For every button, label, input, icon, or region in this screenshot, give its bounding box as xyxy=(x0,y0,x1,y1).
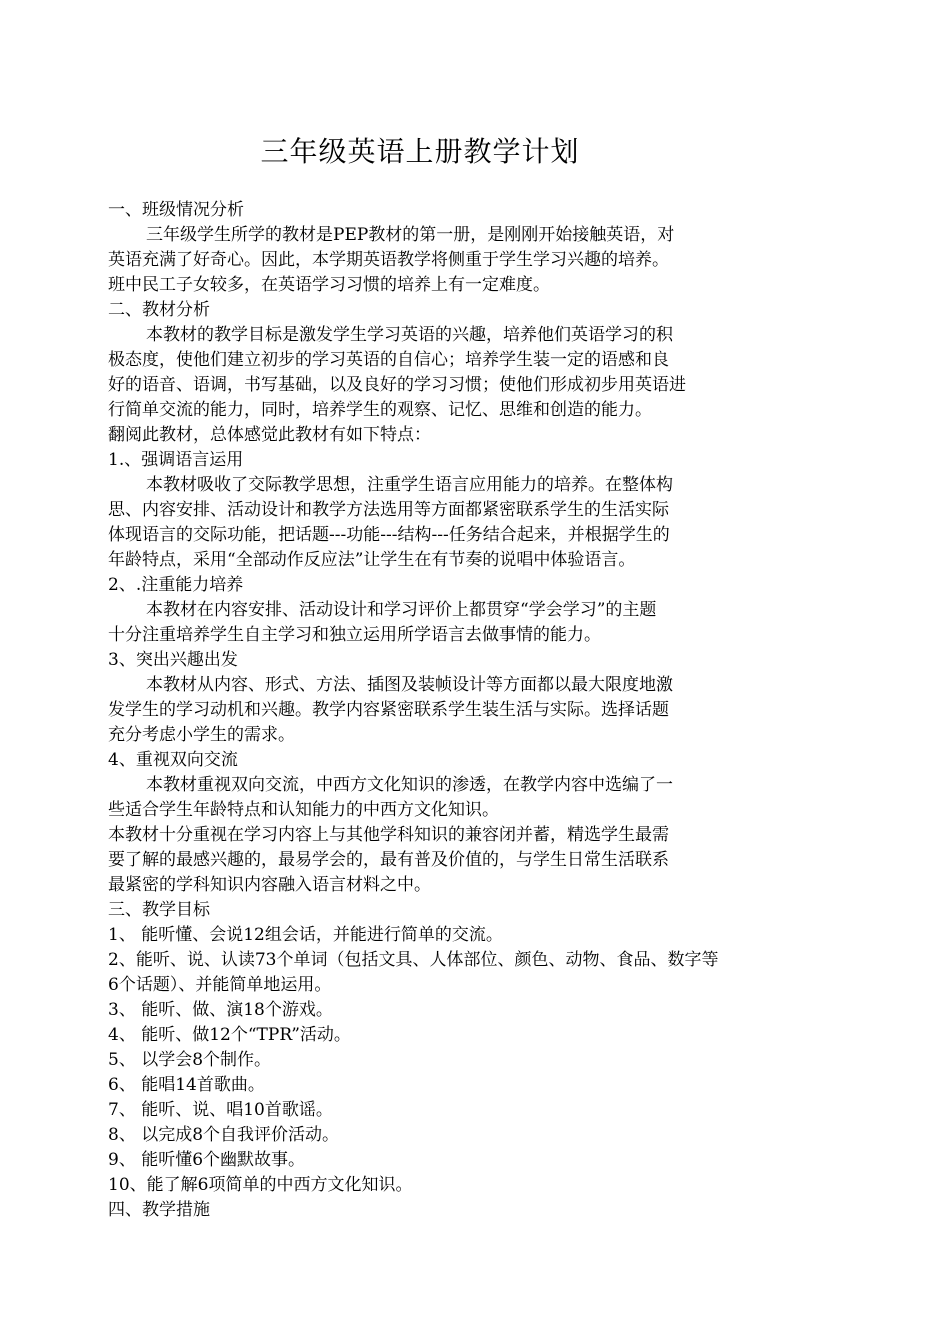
text-line: 充分考虑小学生的需求。 xyxy=(108,725,295,745)
text-line: 一、班级情况分析 xyxy=(108,200,244,220)
text-line: 三年级学生所学的教材是PEP教材的第一册，是刚刚开始接触英语，对 xyxy=(146,225,675,245)
text-line: 7、 能听、说、唱10首歌谣。 xyxy=(108,1100,333,1120)
text-line: 好的语音、语调，书写基础，以及良好的学习习惯；使他们形成初步用英语进 xyxy=(108,375,686,395)
text-line: 四、教学措施 xyxy=(108,1200,210,1220)
text-line: 年龄特点，采用“全部动作反应法”让学生在有节奏的说唱中体验语言。 xyxy=(108,550,636,570)
text-line: 2、能听、说、认读73个单词（包括文具、人体部位、颜色、动物、食品、数字等 xyxy=(108,950,719,970)
text-line: 翻阅此教材，总体感觉此教材有如下特点： xyxy=(108,425,431,445)
text-line: 6个话题）、并能简单地运用。 xyxy=(108,975,332,995)
text-line: 本教材重视双向交流，中西方文化知识的渗透，在教学内容中选编了一 xyxy=(146,775,673,795)
text-line: 6、 能唱14首歌曲。 xyxy=(108,1075,265,1095)
text-line: 发学生的学习动机和兴趣。教学内容紧密联系学生装生活与实际。选择话题 xyxy=(108,700,669,720)
text-line: 本教材吸收了交际教学思想，注重学生语言应用能力的培养。在整体构 xyxy=(146,475,673,495)
text-line: 本教材在内容安排、活动设计和学习评价上都贯穿“学会学习”的主题 xyxy=(146,600,657,620)
text-line: 9、 能听懂6个幽默故事。 xyxy=(108,1150,306,1170)
text-line: 10、能了解6项简单的中西方文化知识。 xyxy=(108,1175,413,1195)
text-line: 极态度，使他们建立初步的学习英语的自信心；培养学生装一定的语感和良 xyxy=(108,350,669,370)
text-line: 8、 以完成8个自我评价活动。 xyxy=(108,1125,340,1145)
text-line: 最紧密的学科知识内容融入语言材料之中。 xyxy=(108,875,431,895)
text-line: 4、重视双向交流 xyxy=(108,750,238,770)
text-line: 本教材十分重视在学习内容上与其他学科知识的兼容闭并蓄，精选学生最需 xyxy=(108,825,669,845)
text-line: 英语充满了好奇心。因此，本学期英语教学将侧重于学生学习兴趣的培养。 xyxy=(108,250,669,270)
text-line: 5、 以学会8个制作。 xyxy=(108,1050,272,1070)
text-line: 本教材从内容、形式、方法、插图及装帧设计等方面都以最大限度地激 xyxy=(146,675,673,695)
text-line: 4、 能听、做12个“TPR”活动。 xyxy=(108,1025,351,1045)
text-line: 行简单交流的能力，同时，培养学生的观察、记忆、思维和创造的能力。 xyxy=(108,400,652,420)
text-line: 体现语言的交际功能，把话题---功能---结构---任务结合起来，并根据学生的 xyxy=(108,525,670,545)
text-line: 些适合学生年龄特点和认知能力的中西方文化知识。 xyxy=(108,800,499,820)
page-title: 三年级英语上册教学计划 xyxy=(260,135,580,168)
text-line: 十分注重培养学生自主学习和独立运用所学语言去做事情的能力。 xyxy=(108,625,601,645)
document-body xyxy=(108,198,738,1223)
text-line: 1、 能听懂、会说12组会话，并能进行简单的交流。 xyxy=(108,925,503,945)
text-line: 班中民工子女较多，在英语学习习惯的培养上有一定难度。 xyxy=(108,275,550,295)
text-line: 二、教材分析 xyxy=(108,300,210,320)
text-line: 2、.注重能力培养 xyxy=(108,575,244,595)
text-line: 3、突出兴趣出发 xyxy=(108,650,238,670)
text-line: 要了解的最感兴趣的，最易学会的，最有普及价值的，与学生日常生活联系 xyxy=(108,850,669,870)
text-line: 本教材的教学目标是激发学生学习英语的兴趣，培养他们英语学习的积 xyxy=(146,325,673,345)
text-line: 1.、强调语言运用 xyxy=(108,450,244,470)
text-line: 三、教学目标 xyxy=(108,900,210,920)
text-line: 3、 能听、做、演18个游戏。 xyxy=(108,1000,333,1020)
text-line: 思、内容安排、活动设计和教学方法选用等方面都紧密联系学生的生活实际 xyxy=(108,500,669,520)
